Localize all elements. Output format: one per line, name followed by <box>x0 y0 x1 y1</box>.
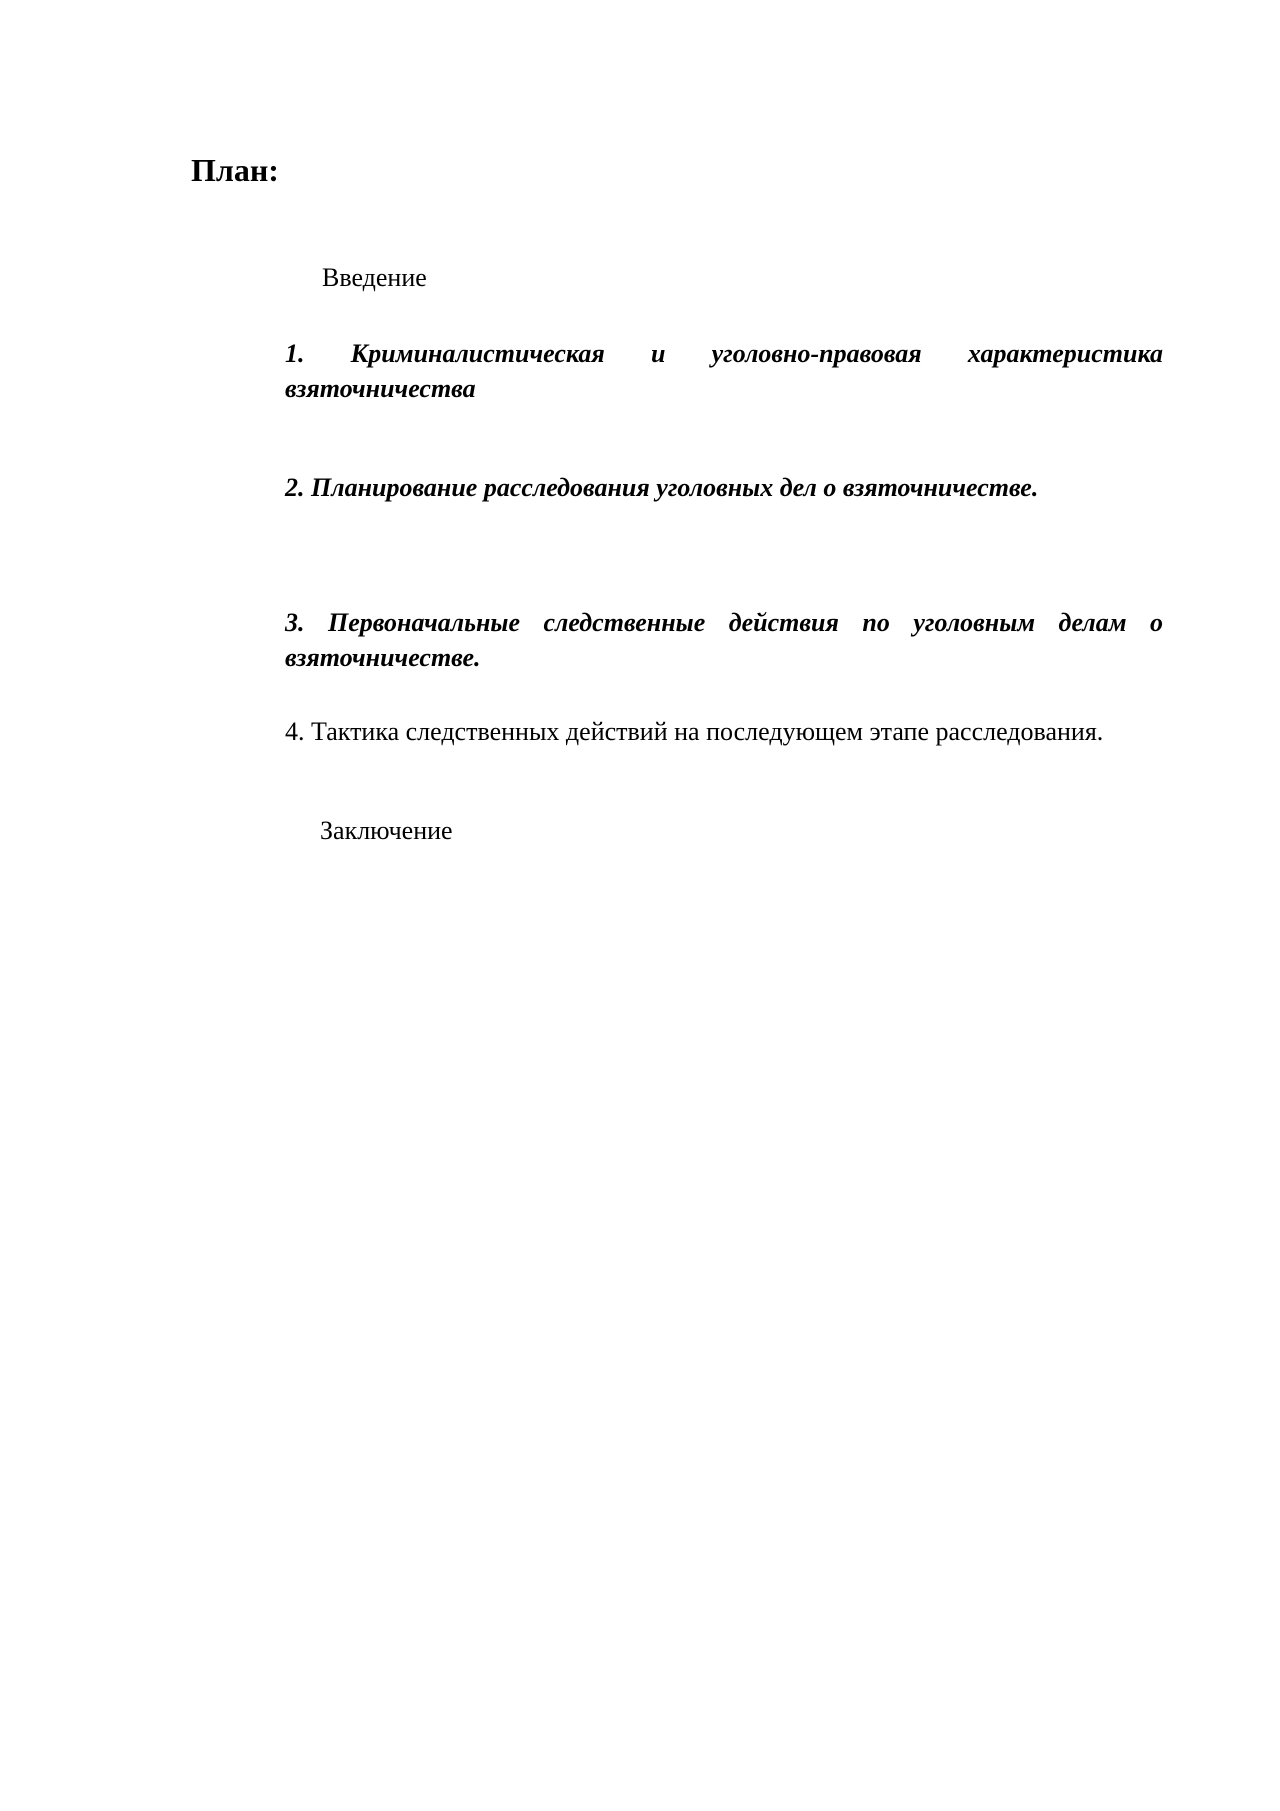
toc-item-4: 4. Тактика следственных действий на последующем этапе расследования. <box>285 717 1104 746</box>
toc-item-3: 3. Первоначальные следственные действия по уголовным делам о взяточничестве. <box>285 608 1163 672</box>
plan-heading: План: <box>191 152 279 188</box>
toc-item-conclusion: Заключение <box>320 816 453 845</box>
toc-item-1: 1. Криминалистическая и уголовно-правовая характеристика взяточничества <box>285 339 1163 403</box>
toc-item-introduction: Введение <box>322 263 427 292</box>
toc-item-2: 2. Планирование расследования уголовных дел о взяточничестве. <box>285 473 1039 502</box>
